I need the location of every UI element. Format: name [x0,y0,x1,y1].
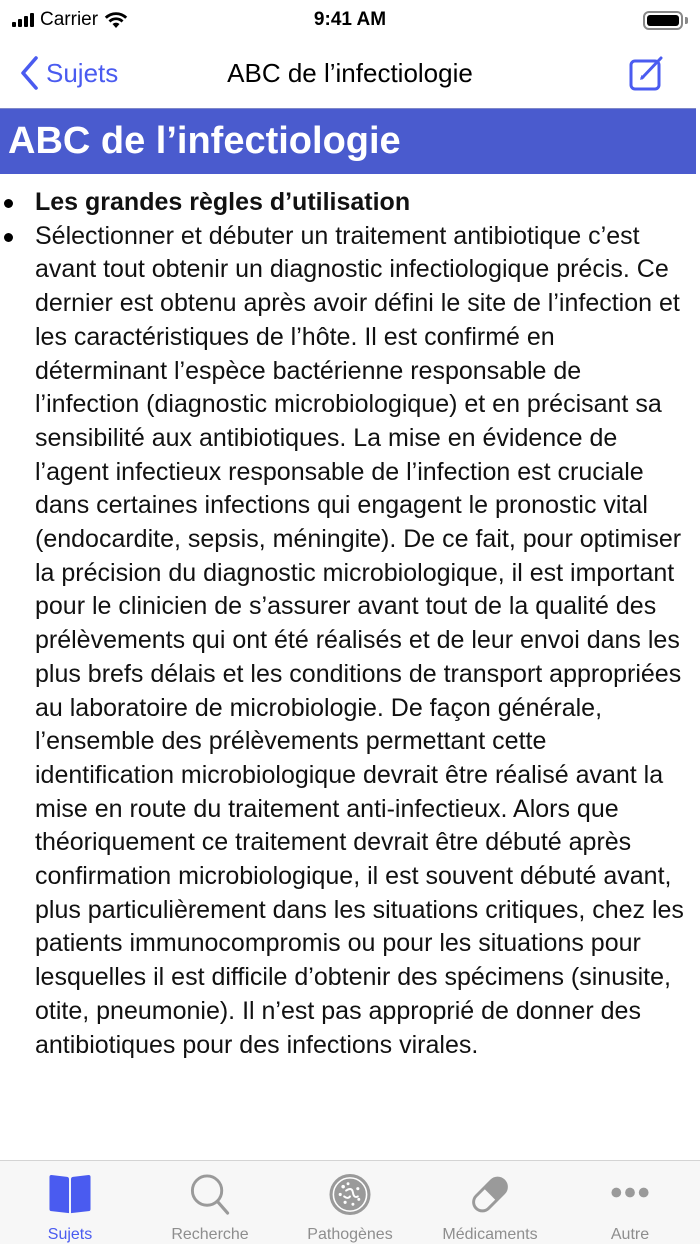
article-content[interactable] [0,106,700,1160]
compose-icon[interactable] [628,54,666,92]
bullet-list [0,174,700,1062]
more-icon [606,1173,654,1216]
status-time: 9:41 AM [313,9,387,30]
tab-label: Autre [610,1226,650,1243]
tab-label: Pathogènes [307,1226,393,1243]
status-left [12,9,128,31]
tab-label: Sujets [47,1226,93,1243]
carrier-label: Carrier [40,9,99,30]
page-title-banner [0,108,696,174]
search-icon [186,1173,234,1216]
pill-icon [466,1173,514,1216]
tab-pathogenes[interactable] [280,1161,420,1244]
bullet-paragraph: Sélectionner et débuter un traitement antibiotique c’est avant tout obtenir un diagnostic infectiologique précis. Ce dernier est obtenu après avoir défini le site de l’infection et les caractéristiques de l’hôte. Il est confirmé en déterminant l’espèce bactérienne responsable de l’infection (diagnostic microbiologique) et en précisant sa sensibilité aux antibiotiques. La mise en évidence de l’agent infectieux responsable de l’infection est cruciale dans certaines infections qui engagent le pronostic vital (endocardite, sepsis, méningite). De ce fait, pour optimiser la précision du diagnostic microbiologique, il est important pour le clinicien de s’assurer avant tout de la qualité des prélèvements qui ont été réalisés et de leur envoi dans les plus brefs délais et les conditions de transport appropriées au laboratoire de microbiologie. De façon générale, l’ensemble des prélèvements permettant cette identification microbiologique devrait être réalisé avant la mise en route du traitement anti-infectieux. Alors que théoriquement ce traitement devrait être débuté après confirmation microbiologique, il est souvent débuté avant, plus particulièrement dans les situations critiques, chez les patients immunocompromis ou pour les situations pour lesquelles il est difficile d’obtenir des spécimens (sinusite, otite, pneumonie). Il n’est pas approprié de donner des antibiotiques pour des infections virales. [0,220,690,1063]
status-bar [0,0,700,40]
tab-label: Médicaments [442,1226,538,1243]
bullet-heading: Les grandes règles d’utilisation [0,186,690,220]
chevron-left-icon [18,55,40,91]
tab-sujets[interactable] [0,1161,140,1244]
signal-icon [12,13,34,27]
navigation-bar [0,40,700,106]
tab-autre[interactable] [560,1161,700,1244]
wifi-icon [104,11,128,29]
book-icon [46,1173,94,1216]
back-button-label: Sujets [46,57,119,88]
tab-medicaments[interactable] [420,1161,560,1244]
nav-title: ABC de l’infectiologie [227,57,473,88]
tab-bar [0,1160,700,1244]
back-button[interactable] [18,40,118,106]
tab-label: Recherche [171,1226,249,1243]
battery-icon [643,11,688,30]
petri-dish-icon [326,1173,374,1216]
page-title: ABC de l’infectiologie [8,120,401,162]
tab-recherche[interactable] [140,1161,280,1244]
